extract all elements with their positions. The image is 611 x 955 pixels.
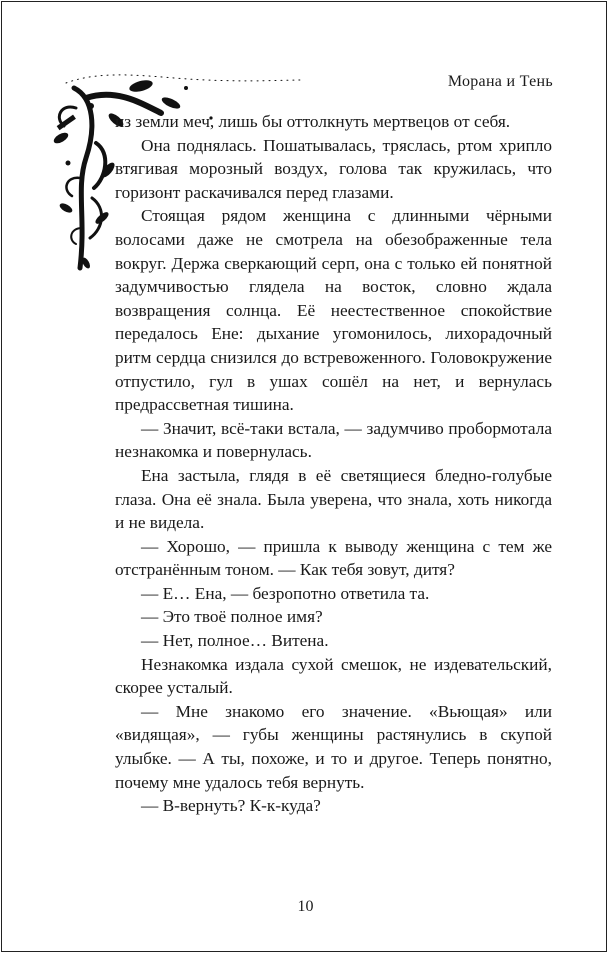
paragraph: из земли меч, лишь бы оттолкнуть мертвецов от себя. bbox=[115, 112, 511, 131]
paragraph: — Хорошо, — пришла к выводу женщина с тем же отстранённым тоном. — Как тебя зовут, дитя? bbox=[115, 536, 552, 580]
paragraph: Она поднялась. Пошатывалась, тряслась, ртом хрипло втягивая морозный воздух, голова так кружилась, что горизонт раскачивался перед глазами. bbox=[115, 135, 552, 202]
paragraph: Ена застыла, глядя в её светящиеся бледно-голубые глаза. Она её знала. Была уверена, что знала, хоть никогда и не видела. bbox=[115, 465, 552, 533]
paragraph: — Нет, полное… Витена. bbox=[141, 631, 329, 651]
body-text bbox=[115, 110, 552, 818]
paragraph: — Значит, всё-таки встала, — задумчиво пробормотала незнакомка и повернулась. bbox=[115, 418, 552, 462]
page-number: 10 bbox=[297, 898, 314, 915]
paragraph: — Мне знакомо его значение. «Вьющая» или «видящая», — губы женщины растянулись в скупой улыбке. — А ты, похоже, и то и другое. Теперь понятно, почему мне удалось тебя вернуть. bbox=[115, 701, 552, 792]
paragraph: Стоящая рядом женщина с длинными чёрными волосами даже не смотрела на обезображенные тела вокруг. Держа сверкающий серп, она с только ей понятной задумчивостью глядела на восток, словно ждала возвращения солнца. Её неестественное спокойствие передалось Ене: дыхание угомонилось, лихорадочный ритм сердца снизился до встревоженного. Головокружение отпустило, гул в ушах сошёл на нет, и вернулась предрассветная тишина. bbox=[115, 206, 552, 415]
paragraph: — Е… Ена, — безропотно ответила та. bbox=[141, 583, 430, 603]
paragraph: — В-вернуть? К-к-куда? bbox=[141, 796, 321, 816]
paragraph: — Это твоё полное имя? bbox=[141, 607, 323, 627]
paragraph: Незнакомка издала сухой смешок, не издевательский, скорее усталый. bbox=[115, 654, 552, 698]
running-head: Морана и Тень bbox=[447, 73, 553, 90]
